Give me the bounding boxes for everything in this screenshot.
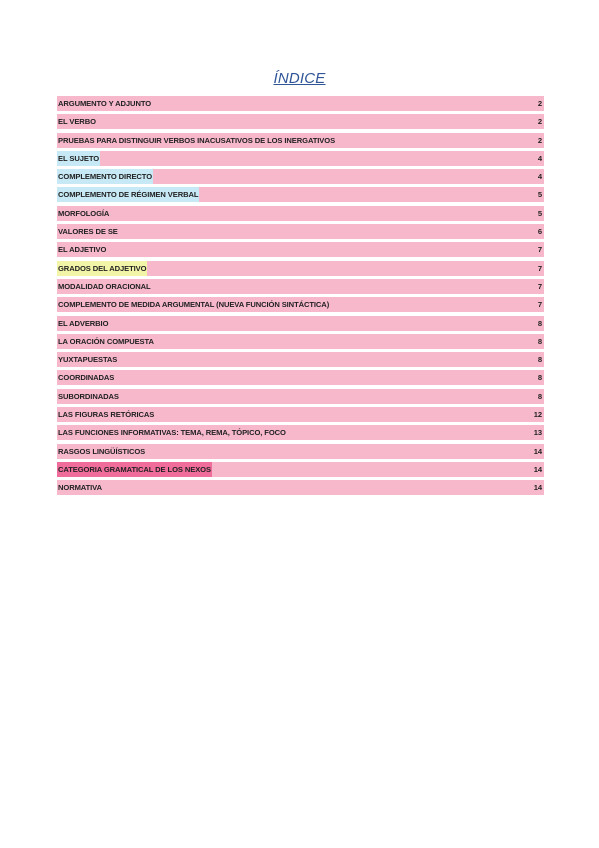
toc-entry-label: MORFOLOGÍA (58, 208, 110, 218)
toc-entry[interactable] (57, 242, 544, 257)
toc-entry[interactable] (57, 206, 544, 221)
toc-entry-label: ARGUMENTO Y ADJUNTO (58, 99, 152, 108)
toc-entry[interactable] (57, 297, 544, 312)
toc-entry[interactable] (57, 352, 544, 367)
toc-entry[interactable] (57, 480, 544, 495)
toc-entry-page-number: 14 (533, 446, 542, 456)
toc-entry[interactable] (57, 370, 544, 385)
toc-entry-page-number: 8 (537, 355, 542, 365)
toc-entry-label: RASGOS LINGÜÍSTICOS (58, 446, 146, 456)
toc-entry-label: GRADOS DEL ADJETIVO (57, 261, 147, 276)
toc-entry[interactable] (57, 444, 544, 459)
toc-entry-label: EL ADJETIVO (58, 245, 107, 255)
toc-entry[interactable] (57, 316, 544, 331)
toc-entry[interactable] (57, 425, 544, 440)
toc-entry-page-number: 5 (537, 208, 542, 218)
toc-entry[interactable] (57, 407, 544, 422)
toc-entry-page-number: 7 (537, 245, 542, 255)
toc-entry-label: EL SUJETO (57, 151, 100, 166)
toc-entry-label: COMPLEMENTO DIRECTO (57, 169, 153, 184)
toc-entry-label: PRUEBAS PARA DISTINGUIR VERBOS INACUSATIVOS DE LOS INERGATIVOS (58, 135, 336, 145)
toc-entry-label: LA ORACIÓN COMPUESTA (58, 336, 154, 346)
toc-entry-page-number: 7 (537, 300, 542, 310)
toc-entry-page-number: 7 (537, 281, 542, 291)
toc-entry-page-number: 12 (533, 410, 542, 420)
toc-entry-page-number: 8 (537, 373, 542, 383)
toc-entry-label: LAS FUNCIONES INFORMATIVAS: TEMA, REMA, TÓPICO, FOCO (58, 428, 286, 438)
toc-entry-label: COMPLEMENTO DE MEDIDA ARGUMENTAL (NUEVA FUNCIÓN SINTÁCTICA) (58, 300, 330, 310)
toc-entry-page-number: 2 (537, 117, 542, 127)
toc-entry-page-number: 13 (533, 428, 542, 438)
toc-entry-label: SUBORDINADAS (58, 391, 119, 401)
toc-entry[interactable] (57, 334, 544, 349)
toc-entry-page-number: 7 (537, 263, 542, 273)
toc-entry[interactable] (57, 96, 544, 111)
toc-entry[interactable] (57, 462, 544, 477)
table-of-contents (57, 96, 544, 499)
toc-entry-label: EL VERBO (58, 117, 96, 127)
page-title: ÍNDICE (273, 70, 326, 87)
toc-entry-label: LAS FIGURAS RETÓRICAS (58, 410, 155, 420)
toc-entry[interactable] (57, 389, 544, 404)
toc-entry[interactable] (57, 169, 544, 184)
toc-entry-page-number: 8 (537, 318, 542, 328)
toc-entry-label: COORDINADAS (58, 373, 115, 383)
toc-entry-page-number: 2 (537, 135, 542, 145)
toc-entry-page-number: 14 (533, 464, 542, 474)
toc-entry-page-number: 5 (537, 190, 542, 200)
toc-entry-label: VALORES DE SE (58, 227, 118, 237)
toc-entry[interactable] (57, 279, 544, 294)
toc-entry-page-number: 4 (537, 153, 542, 163)
toc-entry-label: COMPLEMENTO DE RÉGIMEN VERBAL (57, 187, 199, 202)
toc-entry-page-number: 2 (537, 99, 542, 108)
toc-entry[interactable] (57, 187, 544, 202)
toc-entry-label: NORMATIVA (58, 483, 102, 493)
toc-entry-page-number: 8 (537, 336, 542, 346)
toc-entry[interactable] (57, 151, 544, 166)
toc-entry[interactable] (57, 133, 544, 148)
toc-entry-page-number: 14 (533, 483, 542, 493)
toc-entry-page-number: 8 (537, 391, 542, 401)
toc-entry-page-number: 6 (537, 227, 542, 237)
toc-entry-label: EL ADVERBIO (58, 318, 109, 328)
toc-entry-page-number: 4 (537, 172, 542, 182)
toc-entry-label: MODALIDAD ORACIONAL (58, 281, 151, 291)
toc-entry-label: YUXTAPUESTAS (58, 355, 118, 365)
toc-entry-label: CATEGORIA GRAMATICAL DE LOS NEXOS (57, 462, 212, 477)
toc-entry[interactable] (57, 224, 544, 239)
toc-entry[interactable] (57, 261, 544, 276)
toc-entry[interactable] (57, 114, 544, 129)
